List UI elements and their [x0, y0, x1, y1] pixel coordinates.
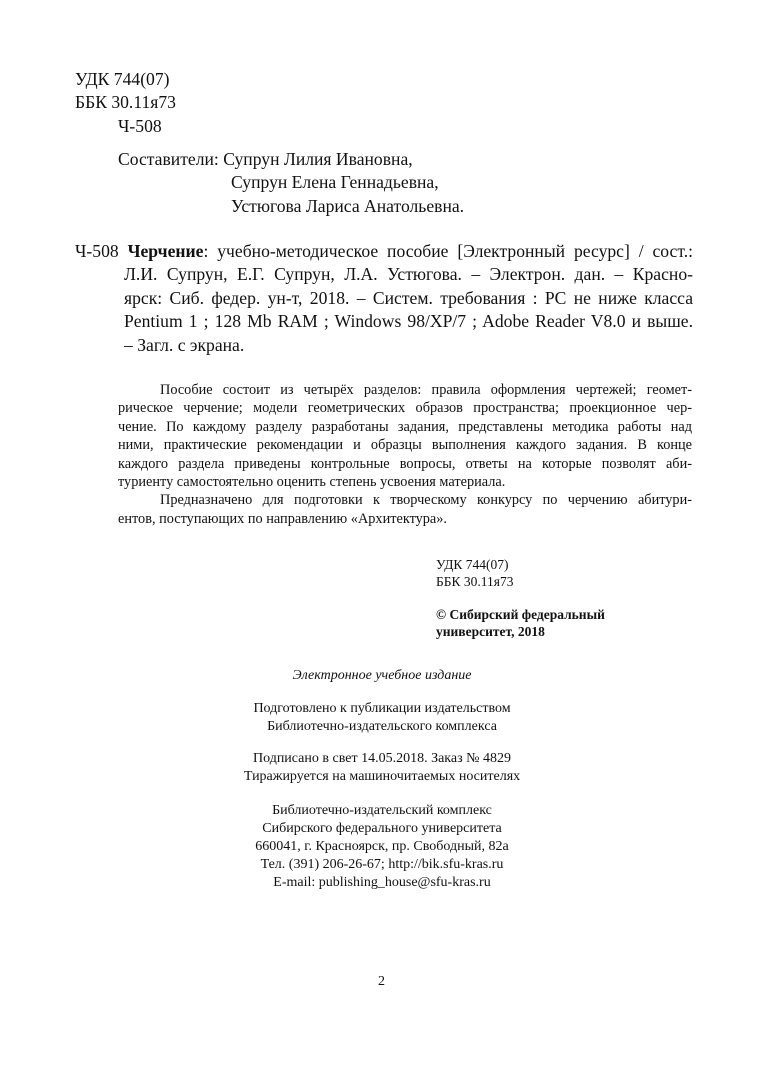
- bbk-code: ББК 30.11я73: [75, 92, 176, 113]
- edition-info: [180, 667, 584, 892]
- copyright: [436, 606, 605, 640]
- abstract-line: рическое черчение; модели геометрических образов пространства; проекционное чер-: [118, 400, 692, 417]
- abstract-line: чение. По каждому разделу разработаны задания, представлены методика работы над: [118, 418, 692, 435]
- compiler-name: Супрун Елена Геннадьевна,: [231, 172, 439, 193]
- imprint-udk: УДК 744(07): [436, 557, 509, 572]
- edition-line: Подготовлено к публикации издательством: [253, 701, 511, 716]
- bibliographic-citation: [75, 240, 693, 357]
- citation-line: Pentium 1 ; 128 Mb RAM ; Windows 98/XP/7 ; Adobe Reader V8.0 и выше.: [124, 311, 693, 332]
- citation-code: Ч-508: [75, 241, 119, 261]
- abstract-line: Пособие состоит из четырёх разделов: правила оформления чертежей; геомет-: [160, 382, 692, 398]
- citation-line: ярск: Сиб. федер. ун-т, 2018. – Систем. требования : PC не ниже класса: [124, 287, 693, 308]
- publisher-line: 660041, г. Красноярск, пр. Свободный, 82а: [255, 839, 509, 854]
- imprint: [436, 556, 605, 640]
- abstract: [118, 381, 692, 528]
- citation-line: – Загл. с экрана.: [124, 334, 245, 355]
- compilers: [118, 148, 464, 218]
- citation-line: Л.И. Супрун, Е.Г. Супрун, Л.А. Устюгова. – Электрон. дан. – Красно-: [124, 264, 693, 285]
- copyright-line: университет, 2018: [436, 624, 545, 639]
- compilers-label: Составители:: [118, 149, 219, 169]
- edition-type: Электронное учебное издание: [292, 668, 472, 683]
- publisher-line: Тел. (391) 206-26-67; http://bik.sfu-kras.ru: [260, 857, 504, 872]
- classification-header: [75, 68, 176, 138]
- publisher-line: E-mail: publishing_house@sfu-kras.ru: [273, 875, 491, 890]
- abstract-line: Предназначено для подготовки к творческому конкурсу по черчению абитури-: [160, 492, 692, 509]
- udk-code: УДК 744(07): [75, 69, 170, 89]
- citation-title: Черчение: [127, 241, 204, 261]
- citation-line: : учебно-методическое пособие [Электронный ресурс] / сост.:: [203, 241, 693, 261]
- publisher-line: Сибирского федерального университета: [262, 821, 502, 836]
- abstract-line: ентов, поступающих по направлению «Архитектура».: [118, 510, 447, 527]
- abstract-line: туриенту самостоятельно оценить степень усвоения материала.: [118, 474, 506, 491]
- imprint-bbk: ББК 30.11я73: [436, 574, 514, 589]
- compiler-name: Устюгова Лариса Анатольевна.: [231, 195, 465, 216]
- abstract-line: ними, практические рекомендации и образцы выполнения каждого задания. В конце: [118, 437, 692, 454]
- copyright-line: © Сибирский федеральный: [436, 607, 605, 622]
- edition-line: Библиотечно-издательского комплекса: [267, 719, 497, 734]
- publisher-line: Библиотечно-издательский комплекс: [272, 803, 492, 818]
- compiler-name: Супрун Лилия Ивановна,: [223, 149, 413, 169]
- edition-line: Подписано в свет 14.05.2018. Заказ № 4829: [252, 751, 511, 766]
- edition-line: Тиражируется на машиночитаемых носителях: [243, 769, 521, 784]
- abstract-line: каждого раздела приведены контрольные вопросы, ответы на которые позволят аби-: [118, 455, 692, 472]
- page-number: 2: [378, 974, 385, 989]
- author-sign: Ч-508: [118, 115, 162, 136]
